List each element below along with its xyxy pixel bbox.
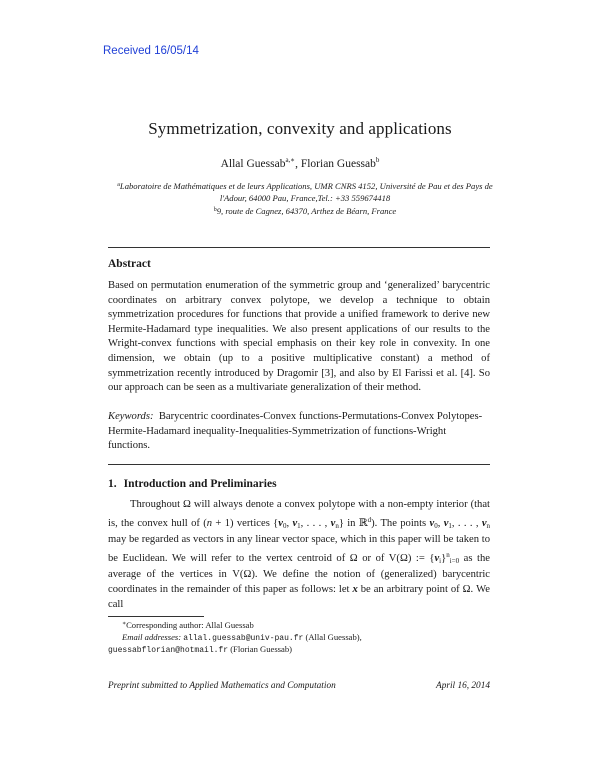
intro-run: as the average of the vertices in V(Ω). We define the notion of (generalized) barycentric coordinates in the remainder of this paper as follows: let: [108, 552, 490, 595]
author-separator: ,: [295, 158, 301, 170]
math-n: n: [206, 517, 213, 529]
math-v: v: [278, 517, 283, 529]
math-v: v: [481, 517, 487, 529]
email-label: Email addresses:: [122, 631, 182, 642]
intro-text: [108, 498, 490, 612]
keywords-text: Barycentric coordinates-Convex functions-Permutations-Convex Polytopes-Hermite-Hadamard inequality-Inequalities-Symmetrization of functions-Wright functions.: [108, 411, 483, 452]
intro-run: } in ℝ: [338, 517, 368, 529]
affiliation-mark: a: [117, 182, 120, 188]
affiliation-text: Laboratoire de Mathématiques et de leurs Applications, UMR CNRS 4152, Université de Pau et des Pays de l'Adour, 64000 Pau, France,Tel.: +33 559674418: [119, 181, 493, 203]
subscript: 0: [434, 521, 438, 530]
affiliation-text: 9, route de Cagnez, 64370, Arthez de Béarn, France: [216, 206, 397, 216]
math-v: v: [443, 517, 449, 529]
author-marks: a,∗: [285, 156, 296, 164]
intro-run: }: [441, 552, 447, 564]
affiliation-b: [110, 204, 500, 217]
math-v: v: [429, 517, 435, 529]
intro-paragraph: [108, 498, 490, 612]
keywords-label: Keywords:: [108, 411, 154, 422]
subscript: n: [486, 521, 491, 530]
intro-run: ). The points: [371, 517, 430, 529]
author-name: Allal Guessab: [220, 158, 286, 170]
math-x: x: [352, 583, 358, 595]
footnote-rule: [108, 616, 204, 617]
intro-run: ,: [286, 517, 293, 529]
intro-run: may be regarded as vectors in any linear vector space, which in this paper will be taken to be Euclidean. We will refer to the vertex centroid of Ω or of V(Ω) := {: [108, 534, 490, 564]
math-v: v: [330, 517, 336, 529]
superscript: d: [367, 515, 372, 524]
abstract-top-rule: [108, 247, 490, 248]
intro-run: be an arbitrary point of Ω. We call: [108, 583, 491, 610]
intro-run: Throughout Ω will always denote a convex polytope with a non-empty interior (that is, the convex hull of (: [108, 499, 490, 529]
subscript: i: [439, 556, 442, 565]
subscript: n: [335, 521, 339, 530]
subscript: 1: [448, 521, 452, 530]
email-owner-2: (Florian Guessab): [230, 644, 293, 654]
received-stamp: Received 16/05/14: [103, 45, 199, 57]
abstract-body: [108, 279, 490, 396]
footnote-corresponding: [108, 619, 490, 632]
math-v: v: [292, 517, 298, 529]
footnote-text: Corresponding author: Allal Guessab: [126, 620, 254, 630]
intro-run: ,: [437, 517, 444, 529]
subscript: i=0: [449, 556, 460, 565]
footnote-star: ∗: [122, 621, 127, 627]
footnote: [108, 619, 490, 657]
abstract-heading: Abstract: [108, 258, 151, 270]
footnote-emails-cont: [108, 644, 490, 657]
affiliations: [110, 179, 500, 217]
section-number: 1.: [108, 478, 117, 490]
subscript: 0: [282, 521, 287, 530]
intro-run: , . . . ,: [451, 517, 482, 529]
email-owner-1: (Allal Guessab),: [305, 631, 362, 642]
keywords: [108, 410, 490, 454]
subscript: 1: [297, 521, 301, 530]
affiliation-mark: b: [213, 207, 217, 213]
preprint-date: April 16, 2014: [436, 681, 490, 691]
section-title: Introduction and Preliminaries: [123, 478, 277, 490]
paper-title: Symmetrization, convexity and applications: [148, 119, 452, 138]
affiliation-a: [110, 179, 500, 204]
author-name: Florian Guessab: [300, 158, 376, 170]
superscript: n: [446, 550, 450, 559]
math-v: v: [434, 552, 440, 564]
author-marks: b: [375, 156, 380, 164]
email-link-1[interactable]: allal.guessab@univ-pau.fr: [183, 633, 304, 643]
intro-run: , . . . ,: [300, 517, 331, 529]
footnote-emails: [108, 632, 490, 645]
preprint-notice: Preprint submitted to Applied Mathematics and Computation: [108, 681, 336, 691]
abstract-bottom-rule: [108, 464, 490, 465]
abstract-text: Based on permutation enumeration of the symmetric group and ‘generalized’ barycentric coordinates on arbitrary convex polytope, we develop a technique to obtain symmetrization procedures for functions that provide a unified framework to derive new Hermite-Hadamard type inequalities. We also present applications of our results to the Wright-convex functions with special emphasis on their key role in convexity. In one dimension, we obtain (up to a positive multiplicative constant) a method of symmetrization recently introduced by Dragomir [3], and also by El Farissi et al. [4]. So our approach can be seen as a multivariate generalization of their method.: [108, 280, 490, 394]
intro-run: + 1) vertices {: [212, 517, 279, 529]
section-heading: [108, 478, 277, 490]
email-link-2[interactable]: guessabflorian@hotmail.fr: [108, 646, 229, 655]
author-line: [0, 156, 600, 170]
